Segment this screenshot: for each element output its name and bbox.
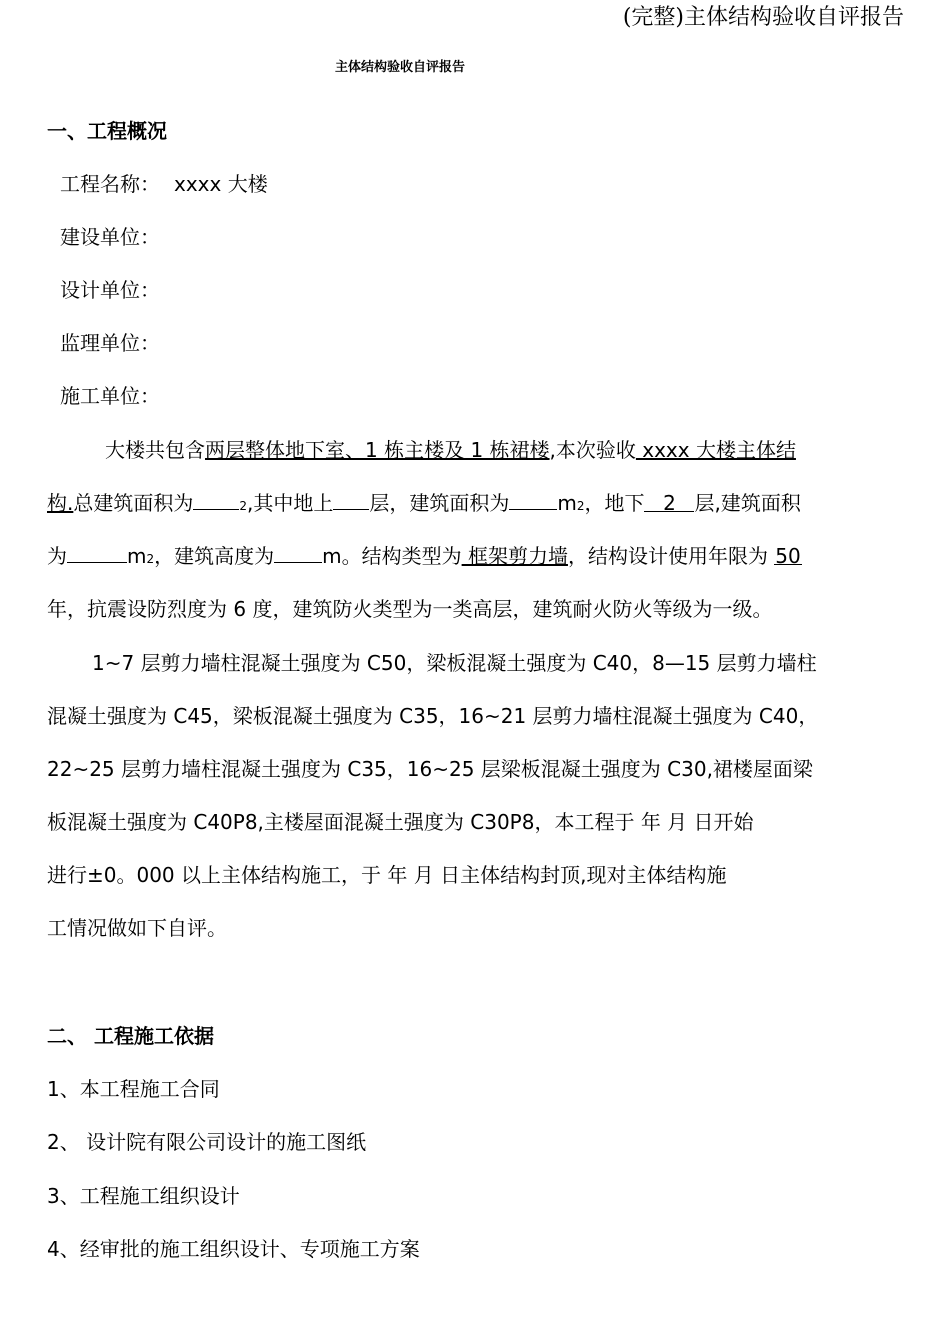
blank-total-area (193, 489, 239, 510)
superscript: 2 (576, 499, 585, 513)
field-label: 监理单位： (60, 331, 160, 355)
list-item: 1、本工程施工合同 (47, 1077, 220, 1101)
text: ,本次验收 (549, 438, 636, 462)
underlined-text: 构. (47, 491, 74, 515)
paragraph-1-line-1 (47, 434, 907, 463)
running-header: (完整)主体结构验收自评报告 (622, 5, 904, 30)
underlined-text: 两层整体地下室、1 栋主楼及 1 栋裙楼 (205, 438, 550, 462)
paragraph-2-line-3: 22~25 层剪力墙柱混凝土强度为 C35，16~25 层梁板混凝土强度为 C30,裙楼屋面梁 (47, 757, 813, 781)
paragraph-1-line-2 (47, 487, 907, 516)
field-value: xxxx 大楼 (174, 172, 268, 196)
document-title: 主体结构验收自评报告 (334, 60, 465, 75)
text: m。结构类型为 (322, 544, 462, 568)
paragraph-2-line-2: 混凝土强度为 C45，梁板混凝土强度为 C35，16~21 层剪力墙柱混凝土强度为 C40， (47, 704, 819, 728)
paragraph-2-line-4: 板混凝土强度为 C40P8,主楼屋面混凝土强度为 C30P8，本工程于 年 月 日开始 (47, 810, 754, 834)
list-item: 3、工程施工组织设计 (47, 1184, 240, 1208)
field-label: 建设单位： (60, 225, 160, 249)
text: ，建筑高度为 (154, 544, 275, 568)
text: 总建筑面积为 (73, 491, 194, 515)
field-designer (60, 274, 160, 303)
text: 为 (47, 544, 67, 568)
superscript: 2 (239, 499, 247, 513)
blank-floors-below: 2 (644, 491, 694, 512)
design-life-value: 50 (775, 544, 801, 568)
blank-area-below (67, 542, 127, 563)
section-2-heading: 二、 工程施工依据 (47, 1024, 214, 1048)
blank-height (274, 542, 322, 563)
paragraph-1-line-4: 年，抗震设防烈度为 6 度，建筑防火类型为一类高层，建筑耐火防火等级为一级。 (47, 597, 773, 621)
section-1-heading: 一、工程概况 (47, 119, 167, 143)
field-label: 设计单位： (60, 278, 160, 302)
text: ，地下 (584, 491, 645, 515)
text: m (557, 491, 577, 515)
blank-floors-above (333, 489, 369, 510)
text: 层，建筑面积为 (369, 491, 510, 515)
field-label: 工程名称： (60, 172, 160, 196)
underlined-text: 框架剪力墙 (461, 544, 568, 568)
underlined-text: xxxx 大楼主体结 (635, 438, 796, 462)
field-owner (60, 221, 160, 250)
text: ，结构设计使用年限为 (567, 544, 768, 568)
list-item: 4、经审批的施工组织设计、专项施工方案 (47, 1237, 420, 1261)
field-supervisor (60, 327, 160, 356)
field-label: 施工单位： (60, 384, 160, 408)
text: 层,建筑面积 (694, 491, 801, 515)
paragraph-2-line-1: 1~7 层剪力墙柱混凝土强度为 C50，梁板混凝土强度为 C40，8—15 层剪力墙柱 (92, 651, 817, 675)
paragraph-2-line-5: 进行±0。000 以上主体结构施工，于 年 月 日主体结构封顶,现对主体结构施 (47, 863, 727, 887)
blank-area-above (509, 489, 557, 510)
field-contractor (60, 380, 160, 409)
field-project-name (60, 168, 268, 197)
text: m (127, 544, 147, 568)
paragraph-2-line-6: 工情况做如下自评。 (47, 916, 227, 940)
superscript: 2 (146, 552, 155, 566)
paragraph-1-line-3 (47, 540, 907, 569)
list-item: 2、 设计院有限公司设计的施工图纸 (47, 1130, 367, 1154)
text: ,其中地上 (247, 491, 334, 515)
text: 大楼共包含 (105, 438, 205, 462)
